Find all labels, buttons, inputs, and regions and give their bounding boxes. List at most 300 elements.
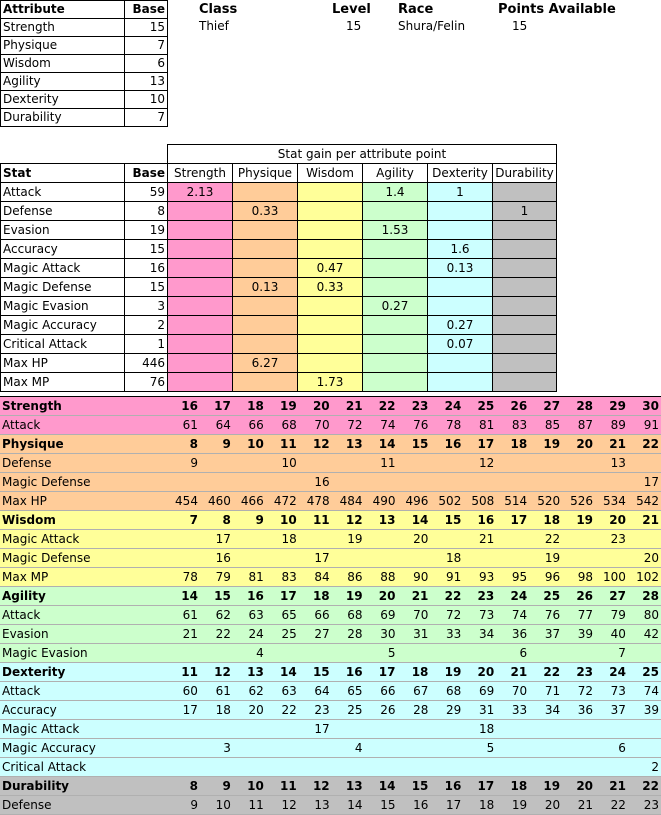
progression-value-cell: 2 (628, 758, 661, 777)
progression-level-cell: 21 (595, 435, 628, 454)
progression-value-cell: 37 (595, 701, 628, 720)
progression-value-cell: 76 (529, 606, 562, 625)
progression-level-cell: 9 (200, 777, 233, 796)
progression-value-cell (628, 530, 661, 549)
progression-value-cell: 17 (200, 530, 233, 549)
progression-value-cell: 62 (200, 606, 233, 625)
progression-level-cell: 15 (430, 511, 463, 530)
stat-base: 59 (125, 183, 168, 202)
progression-level-cell: 21 (628, 511, 661, 530)
stat-gain-cell (233, 297, 298, 316)
progression-value-cell: 16 (200, 549, 233, 568)
progression-value-cell: 496 (397, 492, 430, 511)
progression-level-cell: 11 (266, 777, 299, 796)
progression-value-cell: 17 (167, 701, 200, 720)
stat-gain-cell (233, 316, 298, 335)
progression-value-cell: 90 (397, 568, 430, 587)
progression-level-cell: 16 (430, 777, 463, 796)
progression-value-cell: 3 (200, 739, 233, 758)
progression-value-cell (167, 720, 200, 739)
progression-value-cell (562, 758, 595, 777)
attribute-base: 15 (125, 19, 168, 37)
progression-value-cell (299, 454, 332, 473)
stat-gain-cell (298, 240, 363, 259)
progression-value-cell (266, 473, 299, 492)
progression-value-cell: 21 (562, 796, 595, 815)
progression-level-cell: 20 (595, 511, 628, 530)
stat-gain-cell (298, 335, 363, 354)
progression-attribute-name: Wisdom (0, 511, 167, 530)
progression-level-cell: 11 (167, 663, 200, 682)
class-value: Thief (199, 19, 229, 33)
stat-gain-cell (168, 221, 233, 240)
progression-value-cell: 12 (463, 454, 496, 473)
progression-level-cell: 18 (233, 397, 266, 416)
progression-value-cell (167, 644, 200, 663)
progression-level-cell: 17 (200, 397, 233, 416)
progression-value-cell: 70 (299, 416, 332, 435)
progression-value-cell: 542 (628, 492, 661, 511)
progression-value-cell (233, 530, 266, 549)
progression-value-cell (365, 549, 398, 568)
progression-value-cell: 95 (496, 568, 529, 587)
progression-value-cell (430, 739, 463, 758)
progression-value-cell (463, 644, 496, 663)
progression-level-cell: 9 (200, 435, 233, 454)
progression-level-cell: 14 (266, 663, 299, 682)
progression-value-cell: 18 (463, 720, 496, 739)
stat-gain-cell (493, 259, 557, 278)
progression-value-cell: 31 (463, 701, 496, 720)
stat-gain-cell: 1.4 (363, 183, 428, 202)
stat-table-body (1, 145, 557, 392)
progression-value-cell: 85 (529, 416, 562, 435)
progression-value-cell (167, 473, 200, 492)
stat-title-spacer (1, 145, 168, 164)
progression-value-cell: 520 (529, 492, 562, 511)
progression-value-cell (365, 720, 398, 739)
progression-value-cell (430, 530, 463, 549)
stat-name: Max HP (1, 354, 125, 373)
stat-gain-cell (428, 202, 493, 221)
progression-value-cell (233, 473, 266, 492)
attribute-header-row (1, 1, 168, 19)
stat-gain-cell: 0.33 (233, 202, 298, 221)
stat-row (1, 259, 557, 278)
stat-gain-cell (493, 335, 557, 354)
progression-table-body (0, 397, 661, 815)
progression-value-cell: 502 (430, 492, 463, 511)
progression-value-cell: 18 (430, 549, 463, 568)
character-info (199, 2, 649, 36)
progression-value-cell (332, 549, 365, 568)
progression-value-cell (200, 454, 233, 473)
progression-level-cell: 27 (595, 587, 628, 606)
race-label: Race (398, 2, 434, 17)
progression-value-cell: 23 (299, 701, 332, 720)
progression-value-cell (562, 454, 595, 473)
level-label: Level (332, 2, 371, 17)
stat-base: 76 (125, 373, 168, 392)
progression-value-cell (529, 473, 562, 492)
stat-header-col: Agility (363, 164, 428, 183)
stat-row (1, 278, 557, 297)
progression-value-cell (266, 739, 299, 758)
progression-value-cell: 67 (397, 682, 430, 701)
progression-value-cell: 6 (496, 644, 529, 663)
progression-value-cell (365, 758, 398, 777)
progression-level-cell: 19 (266, 397, 299, 416)
stat-name: Attack (1, 183, 125, 202)
progression-level-cell: 8 (167, 435, 200, 454)
progression-level-cell: 19 (430, 663, 463, 682)
progression-value-cell: 102 (628, 568, 661, 587)
attribute-base: 13 (125, 73, 168, 91)
stat-header-col: Physique (233, 164, 298, 183)
stat-gain-cell (168, 335, 233, 354)
progression-value-cell: 96 (529, 568, 562, 587)
progression-value-cell (430, 454, 463, 473)
progression-value-cell: 26 (365, 701, 398, 720)
stat-gain-cell (168, 202, 233, 221)
stat-name: Critical Attack (1, 335, 125, 354)
stat-gain-cell: 0.07 (428, 335, 493, 354)
progression-value-cell (266, 644, 299, 663)
progression-level-cell: 24 (595, 663, 628, 682)
progression-value-cell (529, 454, 562, 473)
stat-gain-cell (493, 278, 557, 297)
progression-value-cell (266, 549, 299, 568)
progression-value-cell: 28 (332, 625, 365, 644)
stat-gain-cell: 1 (493, 202, 557, 221)
stat-row (1, 240, 557, 259)
points-label: Points Available (498, 2, 616, 17)
progression-value-cell: 61 (167, 606, 200, 625)
progression-value-cell: 16 (299, 473, 332, 492)
progression-level-cell: 22 (430, 587, 463, 606)
progression-value-cell: 69 (463, 682, 496, 701)
progression-value-cell: 9 (167, 454, 200, 473)
stat-header-row (1, 164, 557, 183)
progression-value-cell (562, 530, 595, 549)
progression-level-cell: 16 (233, 587, 266, 606)
stat-gain-cell: 0.13 (233, 278, 298, 297)
stat-gain-cell (493, 221, 557, 240)
progression-level-cell: 11 (299, 511, 332, 530)
progression-value-cell: 31 (397, 625, 430, 644)
progression-value-cell (167, 758, 200, 777)
stat-gain-cell (428, 297, 493, 316)
progression-value-cell: 25 (266, 625, 299, 644)
progression-level-cell: 11 (266, 435, 299, 454)
stat-gain-cell (168, 354, 233, 373)
progression-attribute-name: Agility (0, 587, 167, 606)
progression-value-cell: 98 (562, 568, 595, 587)
progression-value-cell (332, 644, 365, 663)
progression-stat-name: Accuracy (0, 701, 167, 720)
progression-level-cell: 18 (299, 587, 332, 606)
progression-level-cell: 28 (628, 587, 661, 606)
progression-attribute-name: Durability (0, 777, 167, 796)
progression-value-cell: 21 (167, 625, 200, 644)
progression-attribute-row (0, 777, 661, 796)
progression-value-cell (332, 720, 365, 739)
progression-stat-row (0, 606, 661, 625)
progression-value-cell (595, 473, 628, 492)
stat-gain-cell: 1.73 (298, 373, 363, 392)
progression-level-cell: 13 (365, 511, 398, 530)
stat-gain-cell (363, 202, 428, 221)
progression-value-cell: 62 (233, 682, 266, 701)
progression-value-cell: 64 (299, 682, 332, 701)
stat-base: 15 (125, 278, 168, 297)
attribute-row (1, 73, 168, 91)
progression-stat-row (0, 416, 661, 435)
progression-stat-name: Attack (0, 416, 167, 435)
progression-value-cell: 68 (266, 416, 299, 435)
progression-level-cell: 21 (496, 663, 529, 682)
progression-value-cell: 65 (266, 606, 299, 625)
progression-value-cell (397, 758, 430, 777)
stat-gain-cell: 6.27 (233, 354, 298, 373)
stat-gain-cell (233, 335, 298, 354)
progression-stat-name: Defense (0, 454, 167, 473)
progression-value-cell: 454 (167, 492, 200, 511)
stat-row (1, 316, 557, 335)
stat-gain-cell (428, 221, 493, 240)
progression-value-cell: 39 (562, 625, 595, 644)
progression-stat-row (0, 758, 661, 777)
progression-value-cell: 27 (299, 625, 332, 644)
progression-value-cell: 22 (200, 625, 233, 644)
progression-level-cell: 20 (299, 397, 332, 416)
progression-value-cell: 74 (496, 606, 529, 625)
progression-value-cell (496, 549, 529, 568)
progression-value-cell (430, 473, 463, 492)
progression-value-cell: 5 (365, 644, 398, 663)
progression-value-cell: 13 (299, 796, 332, 815)
progression-value-cell (430, 758, 463, 777)
stat-gain-cell (363, 278, 428, 297)
progression-value-cell: 7 (595, 644, 628, 663)
progression-level-cell: 26 (562, 587, 595, 606)
progression-value-cell: 460 (200, 492, 233, 511)
progression-level-cell: 26 (496, 397, 529, 416)
stat-gain-cell (363, 259, 428, 278)
progression-level-cell: 24 (496, 587, 529, 606)
progression-stat-name: Magic Evasion (0, 644, 167, 663)
progression-attribute-row (0, 587, 661, 606)
progression-value-cell: 20 (397, 530, 430, 549)
stat-table (0, 144, 557, 392)
stat-header-col: Dexterity (428, 164, 493, 183)
progression-level-cell: 12 (332, 511, 365, 530)
progression-value-cell (299, 530, 332, 549)
progression-value-cell: 72 (430, 606, 463, 625)
progression-level-cell: 12 (299, 435, 332, 454)
progression-value-cell (562, 549, 595, 568)
progression-level-cell: 16 (463, 511, 496, 530)
progression-table (0, 396, 661, 815)
progression-value-cell: 28 (397, 701, 430, 720)
progression-value-cell (496, 530, 529, 549)
attribute-row (1, 91, 168, 109)
progression-level-cell: 21 (397, 587, 430, 606)
stat-base: 446 (125, 354, 168, 373)
stat-row (1, 354, 557, 373)
progression-level-cell: 20 (365, 587, 398, 606)
progression-level-cell: 25 (463, 397, 496, 416)
progression-value-cell: 19 (496, 796, 529, 815)
progression-level-cell: 18 (496, 777, 529, 796)
stat-header-col: Durability (493, 164, 557, 183)
progression-value-cell: 91 (430, 568, 463, 587)
progression-value-cell: 83 (266, 568, 299, 587)
progression-value-cell: 20 (529, 796, 562, 815)
progression-value-cell (562, 473, 595, 492)
progression-value-cell: 19 (332, 530, 365, 549)
progression-value-cell: 74 (365, 416, 398, 435)
attribute-row (1, 55, 168, 73)
progression-level-cell: 25 (628, 663, 661, 682)
progression-level-cell: 17 (463, 435, 496, 454)
stat-base: 15 (125, 240, 168, 259)
progression-level-cell: 8 (167, 777, 200, 796)
progression-value-cell (463, 758, 496, 777)
progression-level-cell: 19 (529, 435, 562, 454)
progression-stat-name: Max HP (0, 492, 167, 511)
stat-gain-cell: 0.47 (298, 259, 363, 278)
stat-gain-cell (363, 354, 428, 373)
stat-gain-cell (493, 373, 557, 392)
progression-value-cell (628, 644, 661, 663)
progression-value-cell (562, 720, 595, 739)
stat-gain-cell (168, 278, 233, 297)
progression-value-cell (332, 473, 365, 492)
progression-value-cell: 86 (332, 568, 365, 587)
progression-value-cell: 15 (365, 796, 398, 815)
stat-gain-cell (493, 240, 557, 259)
stat-header-base: Base (125, 164, 168, 183)
stat-gain-cell (298, 202, 363, 221)
attribute-base: 7 (125, 37, 168, 55)
stat-gain-cell: 0.27 (363, 297, 428, 316)
progression-value-cell: 72 (332, 416, 365, 435)
progression-value-cell: 23 (595, 530, 628, 549)
progression-value-cell: 100 (595, 568, 628, 587)
progression-value-cell (496, 720, 529, 739)
progression-value-cell (463, 473, 496, 492)
progression-attribute-row (0, 435, 661, 454)
progression-value-cell: 70 (397, 606, 430, 625)
progression-value-cell (529, 739, 562, 758)
progression-value-cell: 78 (430, 416, 463, 435)
progression-stat-name: Attack (0, 606, 167, 625)
stat-gain-cell (428, 354, 493, 373)
attribute-table-body (1, 1, 168, 127)
progression-value-cell (496, 473, 529, 492)
stat-gain-cell (363, 316, 428, 335)
stat-header-col: Wisdom (298, 164, 363, 183)
attribute-name: Strength (1, 19, 125, 37)
progression-value-cell (200, 473, 233, 492)
stat-gain-cell (493, 316, 557, 335)
progression-level-cell: 16 (332, 663, 365, 682)
progression-value-cell (200, 758, 233, 777)
progression-level-cell: 18 (397, 663, 430, 682)
progression-level-cell: 12 (299, 777, 332, 796)
attribute-name: Durability (1, 109, 125, 127)
progression-value-cell: 78 (167, 568, 200, 587)
progression-value-cell: 83 (496, 416, 529, 435)
progression-value-cell: 34 (463, 625, 496, 644)
progression-value-cell: 88 (365, 568, 398, 587)
race-value: Shura/Felin (398, 19, 466, 33)
progression-stat-name: Magic Attack (0, 530, 167, 549)
progression-value-cell (430, 720, 463, 739)
progression-stat-row (0, 568, 661, 587)
stat-gain-cell (493, 354, 557, 373)
progression-value-cell: 89 (595, 416, 628, 435)
progression-level-cell: 8 (200, 511, 233, 530)
progression-value-cell: 22 (529, 530, 562, 549)
progression-attribute-row (0, 511, 661, 530)
progression-stat-name: Critical Attack (0, 758, 167, 777)
progression-level-cell: 12 (200, 663, 233, 682)
progression-level-cell: 10 (266, 511, 299, 530)
progression-level-cell: 17 (266, 587, 299, 606)
progression-value-cell (397, 644, 430, 663)
progression-level-cell: 21 (332, 397, 365, 416)
progression-level-cell: 15 (397, 435, 430, 454)
progression-stat-name: Magic Attack (0, 720, 167, 739)
progression-value-cell (365, 530, 398, 549)
progression-value-cell: 18 (200, 701, 233, 720)
attribute-name: Physique (1, 37, 125, 55)
progression-stat-name: Max MP (0, 568, 167, 587)
stat-name: Magic Evasion (1, 297, 125, 316)
progression-level-cell: 14 (397, 511, 430, 530)
progression-value-cell (167, 530, 200, 549)
progression-value-cell: 66 (299, 606, 332, 625)
progression-value-cell: 37 (529, 625, 562, 644)
progression-value-cell: 73 (595, 682, 628, 701)
progression-value-cell: 9 (167, 796, 200, 815)
stat-name: Magic Attack (1, 259, 125, 278)
progression-level-cell: 20 (562, 435, 595, 454)
progression-level-cell: 23 (463, 587, 496, 606)
stat-name: Defense (1, 202, 125, 221)
progression-value-cell (496, 454, 529, 473)
progression-stat-name: Magic Defense (0, 473, 167, 492)
stat-gain-title: Stat gain per attribute point (168, 145, 557, 164)
progression-level-cell: 28 (562, 397, 595, 416)
stat-gain-cell (298, 183, 363, 202)
progression-value-cell: 19 (529, 549, 562, 568)
progression-value-cell (430, 644, 463, 663)
progression-level-cell: 14 (365, 777, 398, 796)
progression-value-cell (299, 644, 332, 663)
stat-base: 16 (125, 259, 168, 278)
level-value: 15 (346, 19, 362, 33)
progression-value-cell (595, 549, 628, 568)
stat-name: Accuracy (1, 240, 125, 259)
progression-value-cell (529, 758, 562, 777)
stat-base: 2 (125, 316, 168, 335)
stat-gain-cell (233, 240, 298, 259)
progression-value-cell (397, 454, 430, 473)
progression-value-cell: 17 (299, 549, 332, 568)
